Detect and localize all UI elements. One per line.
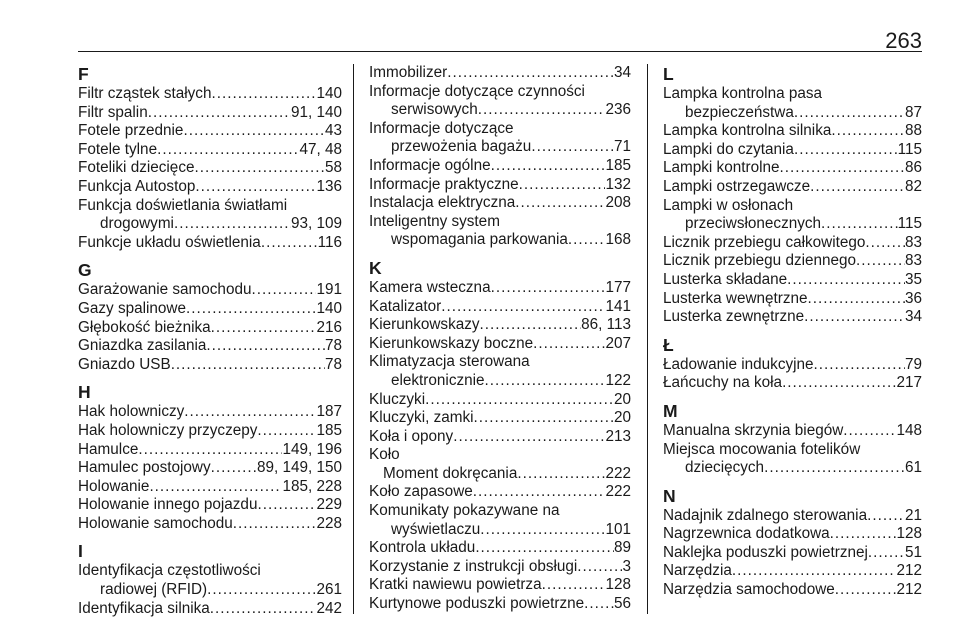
dot-leader bbox=[577, 558, 622, 577]
dot-leader bbox=[485, 372, 606, 391]
entry-term: Identyfikacja silnika bbox=[78, 599, 210, 617]
dot-leader bbox=[542, 576, 606, 595]
entry-page-ref: 82 bbox=[904, 177, 922, 195]
index-entry bbox=[78, 356, 342, 375]
index-section bbox=[663, 401, 922, 478]
entry-page-ref: 242 bbox=[316, 599, 342, 617]
entry-page-ref: 78 bbox=[324, 355, 342, 373]
entry-term: Funkcja Autostop bbox=[78, 177, 196, 195]
dot-leader bbox=[453, 428, 605, 447]
index-entry bbox=[663, 544, 922, 563]
dot-leader bbox=[194, 159, 325, 178]
entry-term: Hamulce bbox=[78, 440, 139, 458]
index-entry bbox=[78, 581, 342, 600]
index-entry-heading: Miejsca mocowania fotelików bbox=[663, 440, 861, 458]
dot-leader bbox=[810, 178, 905, 197]
entry-term: Garażowanie samochodu bbox=[78, 281, 252, 299]
entry-page-ref: 185 bbox=[605, 156, 631, 174]
entry-page-ref: 83 bbox=[904, 252, 922, 270]
index-entry bbox=[369, 101, 631, 120]
index-entry bbox=[663, 374, 922, 393]
entry-page-ref: 136 bbox=[316, 177, 342, 195]
dot-leader bbox=[186, 300, 316, 319]
dot-leader bbox=[517, 465, 605, 484]
index-entry bbox=[369, 372, 631, 391]
entry-page-ref: 51 bbox=[904, 543, 922, 561]
index-entry bbox=[78, 337, 342, 356]
index-entry bbox=[369, 576, 631, 595]
index-entry bbox=[663, 141, 922, 160]
index-entry bbox=[369, 521, 631, 540]
index-entry-heading: Informacje dotyczące bbox=[369, 119, 514, 137]
index-entry bbox=[663, 459, 922, 478]
index-entry bbox=[663, 104, 922, 123]
index-entry bbox=[78, 422, 342, 441]
entry-page-ref: 20 bbox=[613, 409, 631, 427]
index-entry bbox=[78, 496, 342, 515]
entry-page-ref: 222 bbox=[605, 483, 631, 501]
index-entry bbox=[78, 141, 342, 160]
dot-leader bbox=[148, 104, 291, 123]
index-entry bbox=[369, 409, 631, 428]
entry-page-ref: 213 bbox=[605, 427, 631, 445]
dot-leader bbox=[206, 337, 325, 356]
dot-leader bbox=[491, 157, 606, 176]
index-section bbox=[663, 335, 922, 393]
dot-leader bbox=[195, 178, 316, 197]
index-section bbox=[78, 64, 342, 252]
entry-page-ref: 35 bbox=[904, 270, 922, 288]
entry-term: Gniazdo USB bbox=[78, 355, 171, 373]
entry-term: Lusterka wewnętrzne bbox=[663, 289, 808, 307]
index-entry-heading: Koło bbox=[369, 446, 400, 464]
dot-leader bbox=[210, 600, 317, 619]
index-entry-heading: Identyfikacja częstotliwości bbox=[78, 562, 261, 580]
index-section bbox=[663, 486, 922, 600]
entry-term: Lusterka zewnętrzne bbox=[663, 308, 805, 326]
entry-term: Informacje praktyczne bbox=[369, 175, 519, 193]
dot-leader bbox=[425, 391, 614, 410]
index-entry bbox=[78, 515, 342, 534]
entry-page-ref: 88 bbox=[904, 122, 922, 140]
dot-leader bbox=[211, 319, 317, 338]
entry-term: Nadajnik zdalnego sterowania bbox=[663, 506, 868, 524]
entry-term: Fotele przednie bbox=[78, 122, 184, 140]
index-entry bbox=[369, 539, 631, 558]
entry-page-ref: 43 bbox=[324, 122, 342, 140]
index-entry bbox=[369, 316, 631, 335]
entry-term: Hak holowniczy bbox=[78, 403, 185, 421]
entry-term: Korzystanie z instrukcji obsługi bbox=[369, 557, 578, 575]
dot-leader bbox=[821, 215, 898, 234]
entry-page-ref: 185 bbox=[316, 421, 342, 439]
index-section bbox=[663, 64, 922, 327]
entry-term: Lampki do czytania bbox=[663, 140, 794, 158]
dot-leader bbox=[808, 290, 905, 309]
entry-page-ref: 212 bbox=[896, 562, 922, 580]
dot-leader bbox=[865, 234, 905, 253]
entry-term: Kamera wsteczna bbox=[369, 278, 491, 296]
entry-term: elektronicznie bbox=[391, 371, 485, 389]
dot-leader bbox=[447, 64, 614, 83]
entry-term: przewożenia bagażu bbox=[391, 138, 532, 156]
index-entry bbox=[369, 558, 631, 577]
index-entry bbox=[663, 356, 922, 375]
index-entry-heading: Lampki w osłonach bbox=[663, 196, 794, 214]
dot-leader bbox=[814, 356, 905, 375]
dot-leader bbox=[764, 459, 905, 478]
entry-page-ref: 78 bbox=[324, 337, 342, 355]
entry-page-ref: 3 bbox=[622, 557, 631, 575]
dot-leader bbox=[211, 85, 316, 104]
entry-term: Instalacja elektryczna bbox=[369, 194, 516, 212]
index-entry bbox=[369, 465, 631, 484]
entry-page-ref: 261 bbox=[316, 581, 342, 599]
section-letter: K bbox=[369, 257, 382, 278]
entry-term: Kluczyki bbox=[369, 390, 426, 408]
entry-page-ref: 101 bbox=[605, 520, 631, 538]
entry-page-ref: 34 bbox=[613, 64, 631, 81]
dot-leader bbox=[261, 234, 318, 253]
index-entry-heading: Funkcja doświetlania światłami bbox=[78, 196, 288, 214]
entry-page-ref: 141 bbox=[605, 297, 631, 315]
entry-page-ref: 56 bbox=[613, 595, 631, 613]
index-section bbox=[78, 382, 342, 533]
entry-page-ref: 128 bbox=[896, 525, 922, 543]
dot-leader bbox=[174, 215, 291, 234]
dot-leader bbox=[207, 581, 316, 600]
index-entry bbox=[663, 290, 922, 309]
dot-leader bbox=[480, 316, 582, 335]
entry-page-ref: 207 bbox=[605, 334, 631, 352]
entry-term: Lampki kontrolne bbox=[663, 159, 780, 177]
entry-page-ref: 122 bbox=[605, 371, 631, 389]
entry-term: Kluczyki, zamki bbox=[369, 409, 474, 427]
index-section bbox=[78, 260, 342, 374]
dot-leader bbox=[868, 544, 905, 563]
entry-term: Lampki ostrzegawcze bbox=[663, 177, 811, 195]
index-entry bbox=[663, 178, 922, 197]
entry-term: drogowymi bbox=[100, 215, 174, 233]
dot-leader bbox=[856, 252, 905, 271]
dot-leader bbox=[211, 459, 257, 478]
index-entry bbox=[78, 403, 342, 422]
index-entry bbox=[663, 159, 922, 178]
index-entry bbox=[78, 159, 342, 178]
page-number: 263 bbox=[885, 28, 922, 53]
entry-page-ref: 236 bbox=[605, 101, 631, 119]
index-entry bbox=[78, 234, 342, 253]
index-section bbox=[369, 258, 631, 614]
entry-term: Narzędzia bbox=[663, 562, 732, 580]
entry-page-ref: 87 bbox=[904, 103, 922, 121]
dot-leader bbox=[584, 595, 614, 614]
entry-term: Hak holowniczy przyczepy bbox=[78, 421, 258, 439]
entry-page-ref: 89, 149, 150 bbox=[256, 459, 342, 477]
entry-page-ref: 58 bbox=[324, 159, 342, 177]
entry-page-ref: 148 bbox=[896, 421, 922, 439]
dot-leader bbox=[171, 356, 325, 375]
entry-term: Holowanie innego pojazdu bbox=[78, 496, 258, 514]
index-entry bbox=[663, 122, 922, 141]
index-entry bbox=[369, 194, 631, 213]
index-section bbox=[369, 64, 631, 250]
entry-term: Gniazdka zasilania bbox=[78, 337, 207, 355]
dot-leader bbox=[515, 194, 605, 213]
entry-term: Narzędzia samochodowe bbox=[663, 581, 835, 599]
entry-page-ref: 21 bbox=[904, 506, 922, 524]
dot-leader bbox=[831, 122, 905, 141]
index-column-3 bbox=[663, 64, 922, 614]
entry-page-ref: 216 bbox=[316, 318, 342, 336]
section-letter: F bbox=[78, 64, 89, 84]
dot-leader bbox=[478, 101, 606, 120]
index-entry-heading: Klimatyzacja sterowana bbox=[369, 353, 530, 371]
dot-leader bbox=[804, 308, 905, 327]
dot-leader bbox=[519, 176, 606, 195]
entry-term: Holowanie samochodu bbox=[78, 514, 233, 532]
index-entry bbox=[78, 122, 342, 141]
index-entry bbox=[663, 525, 922, 544]
entry-page-ref: 83 bbox=[904, 233, 922, 251]
index-entry bbox=[663, 252, 922, 271]
entry-term: Głębokość bieżnika bbox=[78, 318, 211, 336]
entry-page-ref: 115 bbox=[897, 215, 922, 233]
dot-leader bbox=[794, 104, 905, 123]
index-entry bbox=[369, 231, 631, 250]
dot-leader bbox=[835, 581, 897, 600]
dot-leader bbox=[782, 374, 896, 393]
entry-page-ref: 132 bbox=[605, 175, 631, 193]
dot-leader bbox=[787, 271, 905, 290]
entry-term: bezpieczeństwa bbox=[685, 103, 794, 121]
entry-page-ref: 36 bbox=[904, 289, 922, 307]
index-entry-heading: Komunikaty pokazywane na bbox=[369, 502, 560, 520]
dot-leader bbox=[732, 562, 897, 581]
entry-page-ref: 168 bbox=[605, 231, 631, 249]
index-entry bbox=[78, 441, 342, 460]
dot-leader bbox=[491, 279, 606, 298]
column-divider bbox=[647, 64, 648, 614]
entry-term: dziecięcych bbox=[685, 459, 765, 477]
index-entry bbox=[369, 298, 631, 317]
index-entry bbox=[663, 215, 922, 234]
entry-page-ref: 229 bbox=[316, 496, 342, 514]
entry-page-ref: 34 bbox=[904, 308, 922, 326]
dot-leader bbox=[257, 496, 316, 515]
entry-page-ref: 187 bbox=[316, 403, 342, 421]
dot-leader bbox=[157, 141, 299, 160]
entry-term: serwisowych bbox=[391, 101, 478, 119]
index-entry bbox=[663, 507, 922, 526]
index-entry bbox=[663, 271, 922, 290]
section-letter: I bbox=[78, 541, 83, 562]
dot-leader bbox=[480, 521, 605, 540]
entry-page-ref: 79 bbox=[904, 355, 922, 373]
entry-page-ref: 191 bbox=[316, 281, 342, 299]
index-entry bbox=[78, 300, 342, 319]
dot-leader bbox=[475, 539, 614, 558]
entry-term: Licznik przebiegu dziennego bbox=[663, 252, 857, 270]
index-entry bbox=[369, 279, 631, 298]
entry-page-ref: 228 bbox=[316, 514, 342, 532]
header-rule bbox=[78, 51, 922, 52]
entry-page-ref: 208 bbox=[605, 194, 631, 212]
entry-term: Kierunkowskazy boczne bbox=[369, 334, 534, 352]
index-entry-heading: Informacje dotyczące czynności bbox=[369, 82, 585, 100]
index-entry bbox=[663, 234, 922, 253]
dot-leader bbox=[568, 231, 606, 250]
entry-term: Holowanie bbox=[78, 477, 150, 495]
entry-page-ref: 86, 113 bbox=[581, 316, 631, 334]
entry-term: wspomagania parkowania bbox=[391, 231, 568, 249]
index-entry bbox=[78, 178, 342, 197]
section-letter: N bbox=[663, 485, 676, 506]
entry-term: Moment dokręcania bbox=[383, 464, 518, 482]
index-entry-heading: Lampka kontrolna pasa bbox=[663, 85, 823, 102]
dot-leader bbox=[257, 422, 316, 441]
entry-page-ref: 61 bbox=[904, 459, 922, 477]
entry-term: Manualna skrzynia biegów bbox=[663, 421, 844, 439]
entry-term: Filtr cząstek stałych bbox=[78, 85, 212, 102]
index-entry bbox=[78, 104, 342, 123]
entry-term: Nagrzewnica dodatkowa bbox=[663, 525, 830, 543]
entry-term: Immobilizer bbox=[369, 64, 448, 81]
index-entry bbox=[369, 391, 631, 410]
index-entry bbox=[78, 215, 342, 234]
entry-term: Gazy spalinowe bbox=[78, 299, 186, 317]
dot-leader bbox=[184, 403, 316, 422]
dot-leader bbox=[830, 525, 897, 544]
entry-page-ref: 185, 228 bbox=[282, 477, 342, 495]
section-letter: M bbox=[663, 400, 678, 421]
entry-page-ref: 140 bbox=[316, 85, 342, 102]
entry-term: Kierunkowskazy bbox=[369, 316, 480, 334]
entry-page-ref: 71 bbox=[613, 138, 631, 156]
section-letter: Ł bbox=[663, 334, 674, 355]
entry-page-ref: 128 bbox=[605, 576, 631, 594]
section-letter: G bbox=[78, 260, 92, 281]
entry-term: Foteliki dziecięce bbox=[78, 159, 195, 177]
entry-term: Kontrola układu bbox=[369, 539, 476, 557]
index-entry bbox=[663, 308, 922, 327]
entry-term: Katalizator bbox=[369, 297, 442, 315]
index-entry bbox=[369, 483, 631, 502]
entry-term: Łańcuchy na koła bbox=[663, 374, 783, 392]
index-entry bbox=[369, 335, 631, 354]
index-entry bbox=[369, 138, 631, 157]
dot-leader bbox=[183, 122, 325, 141]
section-letter: H bbox=[78, 382, 91, 403]
dot-leader bbox=[251, 281, 316, 300]
index-column-2 bbox=[369, 64, 631, 614]
entry-term: Filtr spalin bbox=[78, 103, 148, 121]
entry-page-ref: 217 bbox=[896, 374, 922, 392]
entry-page-ref: 93, 109 bbox=[290, 215, 342, 233]
index-entry-heading: Inteligentny system bbox=[369, 212, 500, 230]
section-letter: L bbox=[663, 64, 674, 84]
entry-page-ref: 91, 140 bbox=[290, 103, 342, 121]
index-entry bbox=[369, 64, 631, 83]
entry-term: Koło zapasowe bbox=[369, 483, 473, 501]
entry-page-ref: 20 bbox=[613, 390, 631, 408]
index-entry bbox=[369, 157, 631, 176]
index-entry bbox=[78, 600, 342, 619]
entry-term: Informacje ogólne bbox=[369, 156, 491, 174]
entry-page-ref: 140 bbox=[316, 299, 342, 317]
entry-term: Ładowanie indukcyjne bbox=[663, 355, 814, 373]
entry-page-ref: 149, 196 bbox=[282, 440, 342, 458]
dot-leader bbox=[531, 138, 614, 157]
dot-leader bbox=[441, 298, 605, 317]
entry-term: Hamulec postojowy bbox=[78, 459, 211, 477]
index-column-1 bbox=[78, 64, 342, 617]
index-entry bbox=[663, 422, 922, 441]
entry-term: Naklejka poduszki powietrznej bbox=[663, 543, 868, 561]
dot-leader bbox=[794, 141, 898, 160]
dot-leader bbox=[474, 409, 614, 428]
index-entry bbox=[663, 562, 922, 581]
entry-term: Funkcje układu oświetlenia bbox=[78, 233, 261, 251]
entry-page-ref: 89 bbox=[613, 539, 631, 557]
index-entry bbox=[78, 459, 342, 478]
dot-leader bbox=[473, 483, 606, 502]
dot-leader bbox=[780, 159, 905, 178]
dot-leader bbox=[843, 422, 896, 441]
index-section bbox=[78, 541, 342, 618]
entry-term: Lampka kontrolna silnika bbox=[663, 122, 832, 140]
index-entry bbox=[78, 319, 342, 338]
entry-page-ref: 177 bbox=[605, 278, 631, 296]
index-entry bbox=[369, 595, 631, 614]
index-entry bbox=[369, 176, 631, 195]
entry-term: Lusterka składane bbox=[663, 270, 788, 288]
entry-page-ref: 212 bbox=[896, 581, 922, 599]
entry-term: wyświetlaczu bbox=[391, 520, 481, 538]
entry-page-ref: 115 bbox=[897, 140, 922, 158]
index-entry bbox=[369, 428, 631, 447]
entry-page-ref: 222 bbox=[605, 464, 631, 482]
entry-term: radiowej (RFID) bbox=[100, 581, 208, 599]
entry-term: Koła i opony bbox=[369, 427, 454, 445]
column-divider bbox=[353, 64, 354, 614]
entry-term: Licznik przebiegu całkowitego bbox=[663, 233, 866, 251]
entry-term: Kratki nawiewu powietrza bbox=[369, 576, 542, 594]
index-entry bbox=[78, 478, 342, 497]
entry-term: Fotele tylne bbox=[78, 140, 158, 158]
entry-term: Kurtynowe poduszki powietrzne bbox=[369, 595, 585, 613]
index-entry bbox=[78, 281, 342, 300]
dot-leader bbox=[138, 441, 282, 460]
dot-leader bbox=[867, 507, 905, 526]
dot-leader bbox=[233, 515, 317, 534]
dot-leader bbox=[149, 478, 282, 497]
dot-leader bbox=[533, 335, 605, 354]
entry-page-ref: 47, 48 bbox=[299, 140, 342, 158]
entry-page-ref: 116 bbox=[317, 233, 342, 251]
index-entry bbox=[663, 581, 922, 600]
entry-page-ref: 86 bbox=[904, 159, 922, 177]
index-entry bbox=[78, 85, 342, 104]
entry-term: przeciwsłonecznych bbox=[685, 215, 822, 233]
